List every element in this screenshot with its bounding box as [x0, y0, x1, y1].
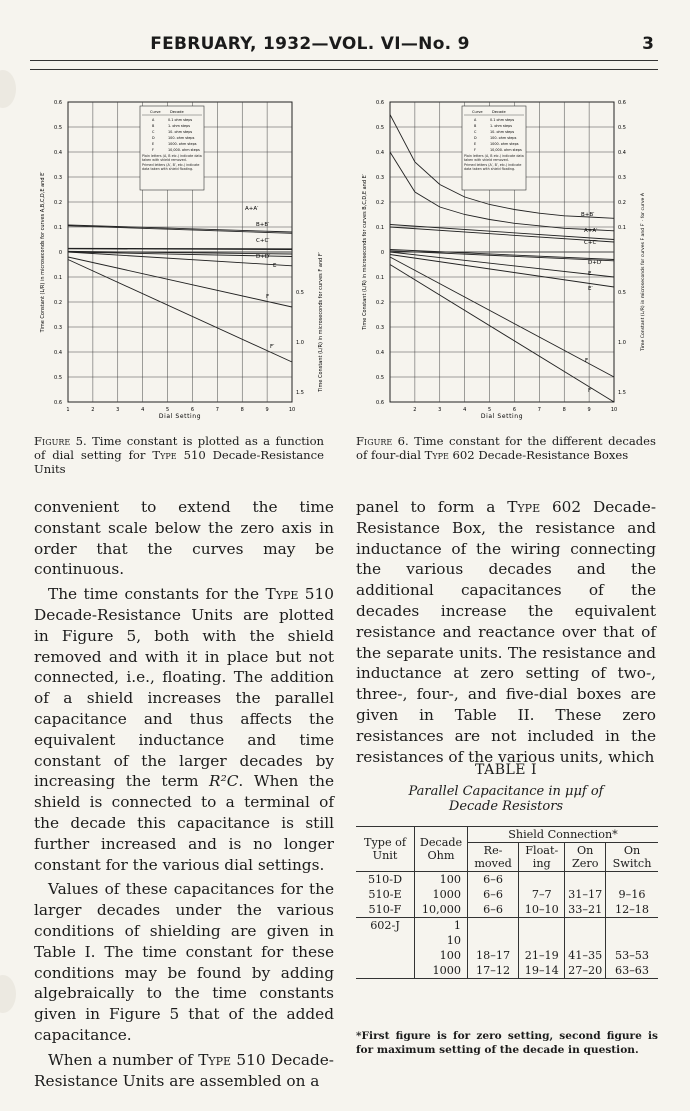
header-rule	[30, 60, 658, 70]
x-tick-label: 3	[438, 407, 442, 413]
x-tick-label: 3	[116, 407, 120, 413]
table-footnote: *First figure is for zero setting, second figure is for maximum setting of the decade in question.	[356, 1030, 658, 1056]
left-tick-label: 0.3	[376, 325, 384, 331]
caption-end: 510 Decade-Resistance Units	[34, 448, 324, 476]
legend-decade: 10,000. ohm steps	[490, 148, 522, 152]
table-cell: 31–17	[565, 887, 606, 902]
table-row	[356, 918, 658, 934]
left-tick-label: 0.6	[376, 400, 384, 406]
x-tick-label: 8	[240, 407, 244, 413]
legend-curve: D	[474, 136, 477, 140]
left-tick-label: 0.2	[376, 200, 384, 206]
journal-title: FEBRUARY, 1932—VOL. VI—No. 9	[150, 34, 470, 54]
col-header-zero: On Zero	[565, 843, 606, 872]
table-subtitle-line: Decade Resistors	[448, 799, 564, 814]
table-cell	[519, 933, 565, 948]
page-header	[30, 30, 660, 58]
legend-decade: 1. ohm steps	[168, 124, 191, 128]
curve-label: F′	[270, 344, 275, 350]
table-cell: 100	[415, 948, 468, 963]
table-cell: 33–21	[565, 902, 606, 918]
text: When a number of	[48, 1050, 199, 1069]
legend-curve: E	[152, 142, 155, 146]
text: 510 Decade-Resistance Units are plotted in Figure 5, both with the shield removed and with it in place but not connected, i.e., floating. The addition of a shield increases the parallel capacitance and thus affects the equivalent inductance and time constant of the larger decades by increasing the term	[34, 585, 334, 791]
legend-decade: 10. ohm steps	[168, 130, 193, 134]
legend-decade: 10. ohm steps	[490, 130, 515, 134]
right-tick-label: 0.4	[618, 150, 626, 156]
table-cell: 1000	[415, 887, 468, 902]
curve-line	[68, 257, 292, 307]
table-cell: 27–20	[565, 963, 606, 979]
legend-curve: F	[152, 148, 154, 152]
table-cell: 18–17	[468, 948, 519, 963]
legend-note-primed: Primed letters (A′, B′, etc.) indicate data taken with shield floating.	[464, 163, 522, 171]
table-cell: 19–14	[519, 963, 565, 979]
left-tick-label: 0.4	[54, 350, 62, 356]
left-tick-label: 0.2	[54, 200, 62, 206]
table-cell: 6–6	[468, 872, 519, 888]
x-tick-label: 1	[66, 407, 70, 413]
right-tick-label: 0.5	[618, 125, 626, 131]
table-group-602	[356, 918, 658, 979]
table-subtitle	[356, 784, 656, 814]
table-row	[356, 872, 658, 888]
paragraph: convenient to extend the time constant scale below the zero axis in order that the curves may be continuous.	[34, 498, 334, 579]
table-cell: 21–19	[519, 948, 565, 963]
figure-5-ylabel-right: Time Constant (L/R) in microseconds for curves F and F′	[318, 252, 324, 392]
legend-curve: C	[474, 130, 477, 134]
table-cell	[356, 963, 415, 979]
table-title: TABLE I	[475, 762, 537, 778]
legend-note-plain: Plain letters (A, B etc.) indicate data taken with shield removed.	[464, 154, 524, 162]
paragraph	[34, 584, 334, 875]
legend-curve: D	[152, 136, 155, 140]
x-tick-label: 7	[215, 407, 219, 413]
legend-decade: 0.1 ohm steps	[168, 118, 193, 122]
text: 510 Decade-Resistance Units are assembled on a	[34, 1050, 334, 1090]
table-cell: 1	[415, 918, 468, 934]
x-tick-label: 8	[562, 407, 566, 413]
table-cell: 41–35	[565, 948, 606, 963]
table-cell	[606, 872, 658, 888]
table-row	[356, 933, 658, 948]
left-tick-label: 0.3	[54, 325, 62, 331]
curve-label: F	[266, 294, 270, 300]
curve-label: A+A′	[245, 206, 259, 212]
table-cell	[606, 933, 658, 948]
x-tick-label: 6	[190, 407, 195, 413]
figure-6-legend	[462, 106, 526, 190]
table-cell: 1000	[415, 963, 468, 979]
legend-decade: 100. ohm steps	[490, 136, 517, 140]
figure-6-caption	[356, 434, 656, 462]
figure-5-legend	[140, 106, 204, 190]
paragraph	[356, 497, 656, 767]
curve-label: D+D′	[256, 254, 271, 260]
right-tick-label: 1.0	[296, 340, 304, 346]
table-cell: 9–16	[606, 887, 658, 902]
col-header-type: Type of Unit	[356, 827, 415, 872]
paragraph: Values of these capacitances for the larger decades under the various conditions of shielding are given in Table I. The time constant for these conditions may be found by adding algebraically to the time constants given in Figure 5 that of the added capacitance.	[34, 880, 334, 1044]
table-cell: 10,000	[415, 902, 468, 918]
figure-5-ylabel-left: Time Constant (L/R) in microseconds for curves A,B,C,D,E and E′	[40, 171, 46, 333]
table-row	[356, 963, 658, 979]
legend-note-plain: Plain letters (A, B etc.) indicate data taken with shield removed.	[142, 154, 202, 162]
figure-5-curves	[68, 206, 292, 362]
x-tick-label: 9	[265, 407, 269, 413]
right-tick-label: 1.5	[296, 390, 304, 396]
left-tick-label: 0.5	[376, 125, 384, 131]
table-cell	[565, 933, 606, 948]
body-column-right	[356, 497, 656, 767]
table-cell	[606, 918, 658, 934]
body-column-left	[34, 497, 334, 1091]
left-tick-label: 0.5	[376, 375, 384, 381]
figure-6-ylabel-left: Time Constant (L/R) in microseconds for curves B,C,D,E and E′	[362, 174, 368, 330]
x-tick-label: 5	[165, 407, 170, 413]
legend-decade: 1000. ohm steps	[490, 142, 519, 146]
text: The time constants for the	[48, 585, 266, 604]
right-tick-label: 1.0	[618, 340, 626, 346]
left-tick-label: 0.3	[376, 175, 384, 181]
right-tick-label: 1.5	[618, 390, 626, 396]
col-header-shield: Shield Connection*	[468, 827, 659, 843]
left-tick-label: 0.1	[54, 275, 62, 281]
text: panel to form a	[356, 498, 508, 516]
legend-header-curve: Curve	[472, 110, 483, 114]
right-tick-label: 0.2	[618, 200, 626, 206]
right-tick-label: 0.1	[618, 225, 626, 231]
type-word: Type	[507, 498, 541, 516]
x-tick-label: 7	[537, 407, 541, 413]
table-cell	[565, 918, 606, 934]
right-tick-label: 0.6	[618, 100, 626, 106]
curve-label: E′	[588, 286, 593, 292]
x-tick-label: 5	[487, 407, 492, 413]
left-tick-label: 0.2	[376, 300, 384, 306]
left-tick-label: 0.1	[376, 275, 384, 281]
caption-end: 602 Decade-Resistance Boxes	[452, 448, 629, 462]
left-tick-label: 0.3	[54, 175, 62, 181]
curve-label: C+C′	[256, 238, 270, 244]
col-header-decade: Decade Ohm	[415, 827, 468, 872]
table-row	[356, 887, 658, 902]
table-subtitle-line: Parallel Capacitance in μμf of	[408, 784, 604, 799]
caption-text: Time constant is plotted as a function of dial setting for	[34, 434, 325, 462]
legend-decade: 0.1 ohm steps	[490, 118, 515, 122]
left-tick-label: 0	[58, 250, 62, 256]
table-cell: 12–18	[606, 902, 658, 918]
left-tick-label: 0.1	[376, 225, 384, 231]
curve-label: C+C′	[584, 240, 598, 246]
col-header-removed: Re-moved	[468, 843, 519, 872]
legend-decade: 1000. ohm steps	[168, 142, 197, 146]
table-cell: 10	[415, 933, 468, 948]
binder-hole	[0, 70, 16, 108]
curve-label: E	[588, 271, 592, 277]
table-cell	[519, 872, 565, 888]
right-tick-label: 0.5	[618, 290, 626, 296]
table-cell	[356, 933, 415, 948]
x-tick-label: 2	[91, 407, 95, 413]
col-header-floating: Float-ing	[519, 843, 565, 872]
legend-decade: 100. ohm steps	[168, 136, 195, 140]
x-tick-label: 2	[413, 407, 417, 413]
formula-term: R²C	[209, 772, 239, 791]
table-row	[356, 902, 658, 918]
table-cell: 100	[415, 872, 468, 888]
left-tick-label: 0.4	[376, 150, 384, 156]
curve-line	[68, 248, 292, 249]
caption-type: Type	[152, 448, 177, 462]
table-cell: 602-J	[356, 918, 415, 934]
table-cell	[519, 918, 565, 934]
curve-label: F	[585, 358, 589, 364]
legend-curve: E	[474, 142, 477, 146]
caption-type: Type	[424, 448, 449, 462]
table-cell	[356, 948, 415, 963]
curve-label: B+B′	[256, 222, 270, 228]
curve-line	[390, 265, 614, 403]
table-cell: 510-F	[368, 903, 402, 916]
caption-label: Figure 6.	[356, 434, 409, 448]
left-tick-label: 0	[380, 250, 384, 256]
left-tick-label: 0.6	[54, 400, 62, 406]
text: . When the shield is connected to a terminal of the decade this capacitance is still further increased and is no longer constant for the various dial settings.	[34, 772, 334, 874]
legend-curve: B	[474, 124, 477, 128]
left-tick-label: 0.4	[376, 350, 384, 356]
curve-label: A+A′	[584, 228, 598, 234]
table-cell	[468, 933, 519, 948]
table-cell: 7–7	[519, 887, 565, 902]
x-tick-label: 10	[288, 407, 296, 413]
right-tick-label: 0.3	[618, 175, 626, 181]
figure-6-xlabel: Dial Setting	[480, 413, 524, 420]
curve-label: E	[273, 263, 277, 269]
table-cell	[468, 918, 519, 934]
table-1	[356, 826, 658, 979]
left-tick-label: 0.6	[54, 100, 62, 106]
x-tick-label: 10	[610, 407, 618, 413]
col-header-switch: On Switch	[606, 843, 658, 872]
left-tick-label: 0.4	[54, 150, 62, 156]
figure-6-chart	[352, 92, 652, 422]
type-word: Type	[265, 585, 299, 604]
legend-header-curve: Curve	[150, 110, 161, 114]
legend-header-decade: Decade	[492, 110, 506, 114]
curve-label: F′	[588, 388, 593, 394]
table-row	[356, 948, 658, 963]
table-cell	[565, 872, 606, 888]
legend-header-decade: Decade	[170, 110, 184, 114]
curve-line	[68, 260, 292, 363]
legend-decade: 1. ohm steps	[490, 124, 513, 128]
table-cell: 6–6	[468, 887, 519, 902]
caption-label: Figure 5.	[34, 434, 87, 448]
caption-text: Time constant for the different decades of four-dial	[356, 434, 656, 462]
text: 602 Decade-Resistance Box, the resistance and inductance of the wiring connecting the various decades and the additional capacitances of the decades increase the equivalent resistance and reactance over that of the separate units. The resistance and inductance at zero setting of two-, three-, four-, and five-dial boxes are given in Table II. These zero resistances are not included in the resistances of the various units, which	[356, 498, 656, 766]
left-tick-label: 0.1	[54, 225, 62, 231]
legend-note-primed: Primed letters (A′, B′, etc.) indicate data taken with shield floating.	[142, 163, 200, 171]
legend-curve: F	[474, 148, 476, 152]
curve-line	[390, 257, 614, 377]
table-cell: 53–53	[606, 948, 658, 963]
figure-6-ylabel-right: Time Constant (L/R) in microseconds for curves F and F′ · for curve A	[641, 193, 646, 351]
legend-curve: A	[474, 118, 477, 122]
binder-hole	[0, 975, 16, 1013]
table-cell: 17–12	[468, 963, 519, 979]
figure-5-caption	[34, 434, 324, 476]
figure-5-xlabel: Dial Setting	[158, 413, 202, 420]
x-tick-label: 6	[512, 407, 517, 413]
curve-label: D+D′	[588, 260, 603, 266]
table-cell: 510-D	[356, 872, 415, 888]
x-tick-label: 9	[587, 407, 591, 413]
left-tick-label: 0.5	[54, 375, 62, 381]
right-tick-label: 0.5	[296, 290, 304, 296]
curve-line	[390, 250, 614, 260]
left-tick-label: 0.6	[376, 100, 384, 106]
table-cell: 10–10	[519, 902, 565, 918]
paragraph	[34, 1050, 334, 1092]
legend-curve: B	[152, 124, 155, 128]
curve-label: B+B′	[581, 212, 595, 218]
left-tick-label: 0.2	[54, 300, 62, 306]
type-word: Type	[198, 1050, 232, 1069]
legend-decade: 10,000. ohm steps	[168, 148, 200, 152]
legend-curve: C	[152, 130, 155, 134]
left-tick-label: 0.5	[54, 125, 62, 131]
figure-5-chart	[30, 92, 330, 422]
x-tick-label: 4	[141, 407, 145, 413]
table-cell: 510-E	[368, 888, 402, 901]
page-number: 3	[642, 34, 654, 54]
table-cell: 6–6	[468, 902, 519, 918]
table-cell: 63–63	[606, 963, 658, 979]
x-tick-label: 4	[463, 407, 467, 413]
table-group-510	[356, 872, 658, 918]
legend-curve: A	[152, 118, 155, 122]
